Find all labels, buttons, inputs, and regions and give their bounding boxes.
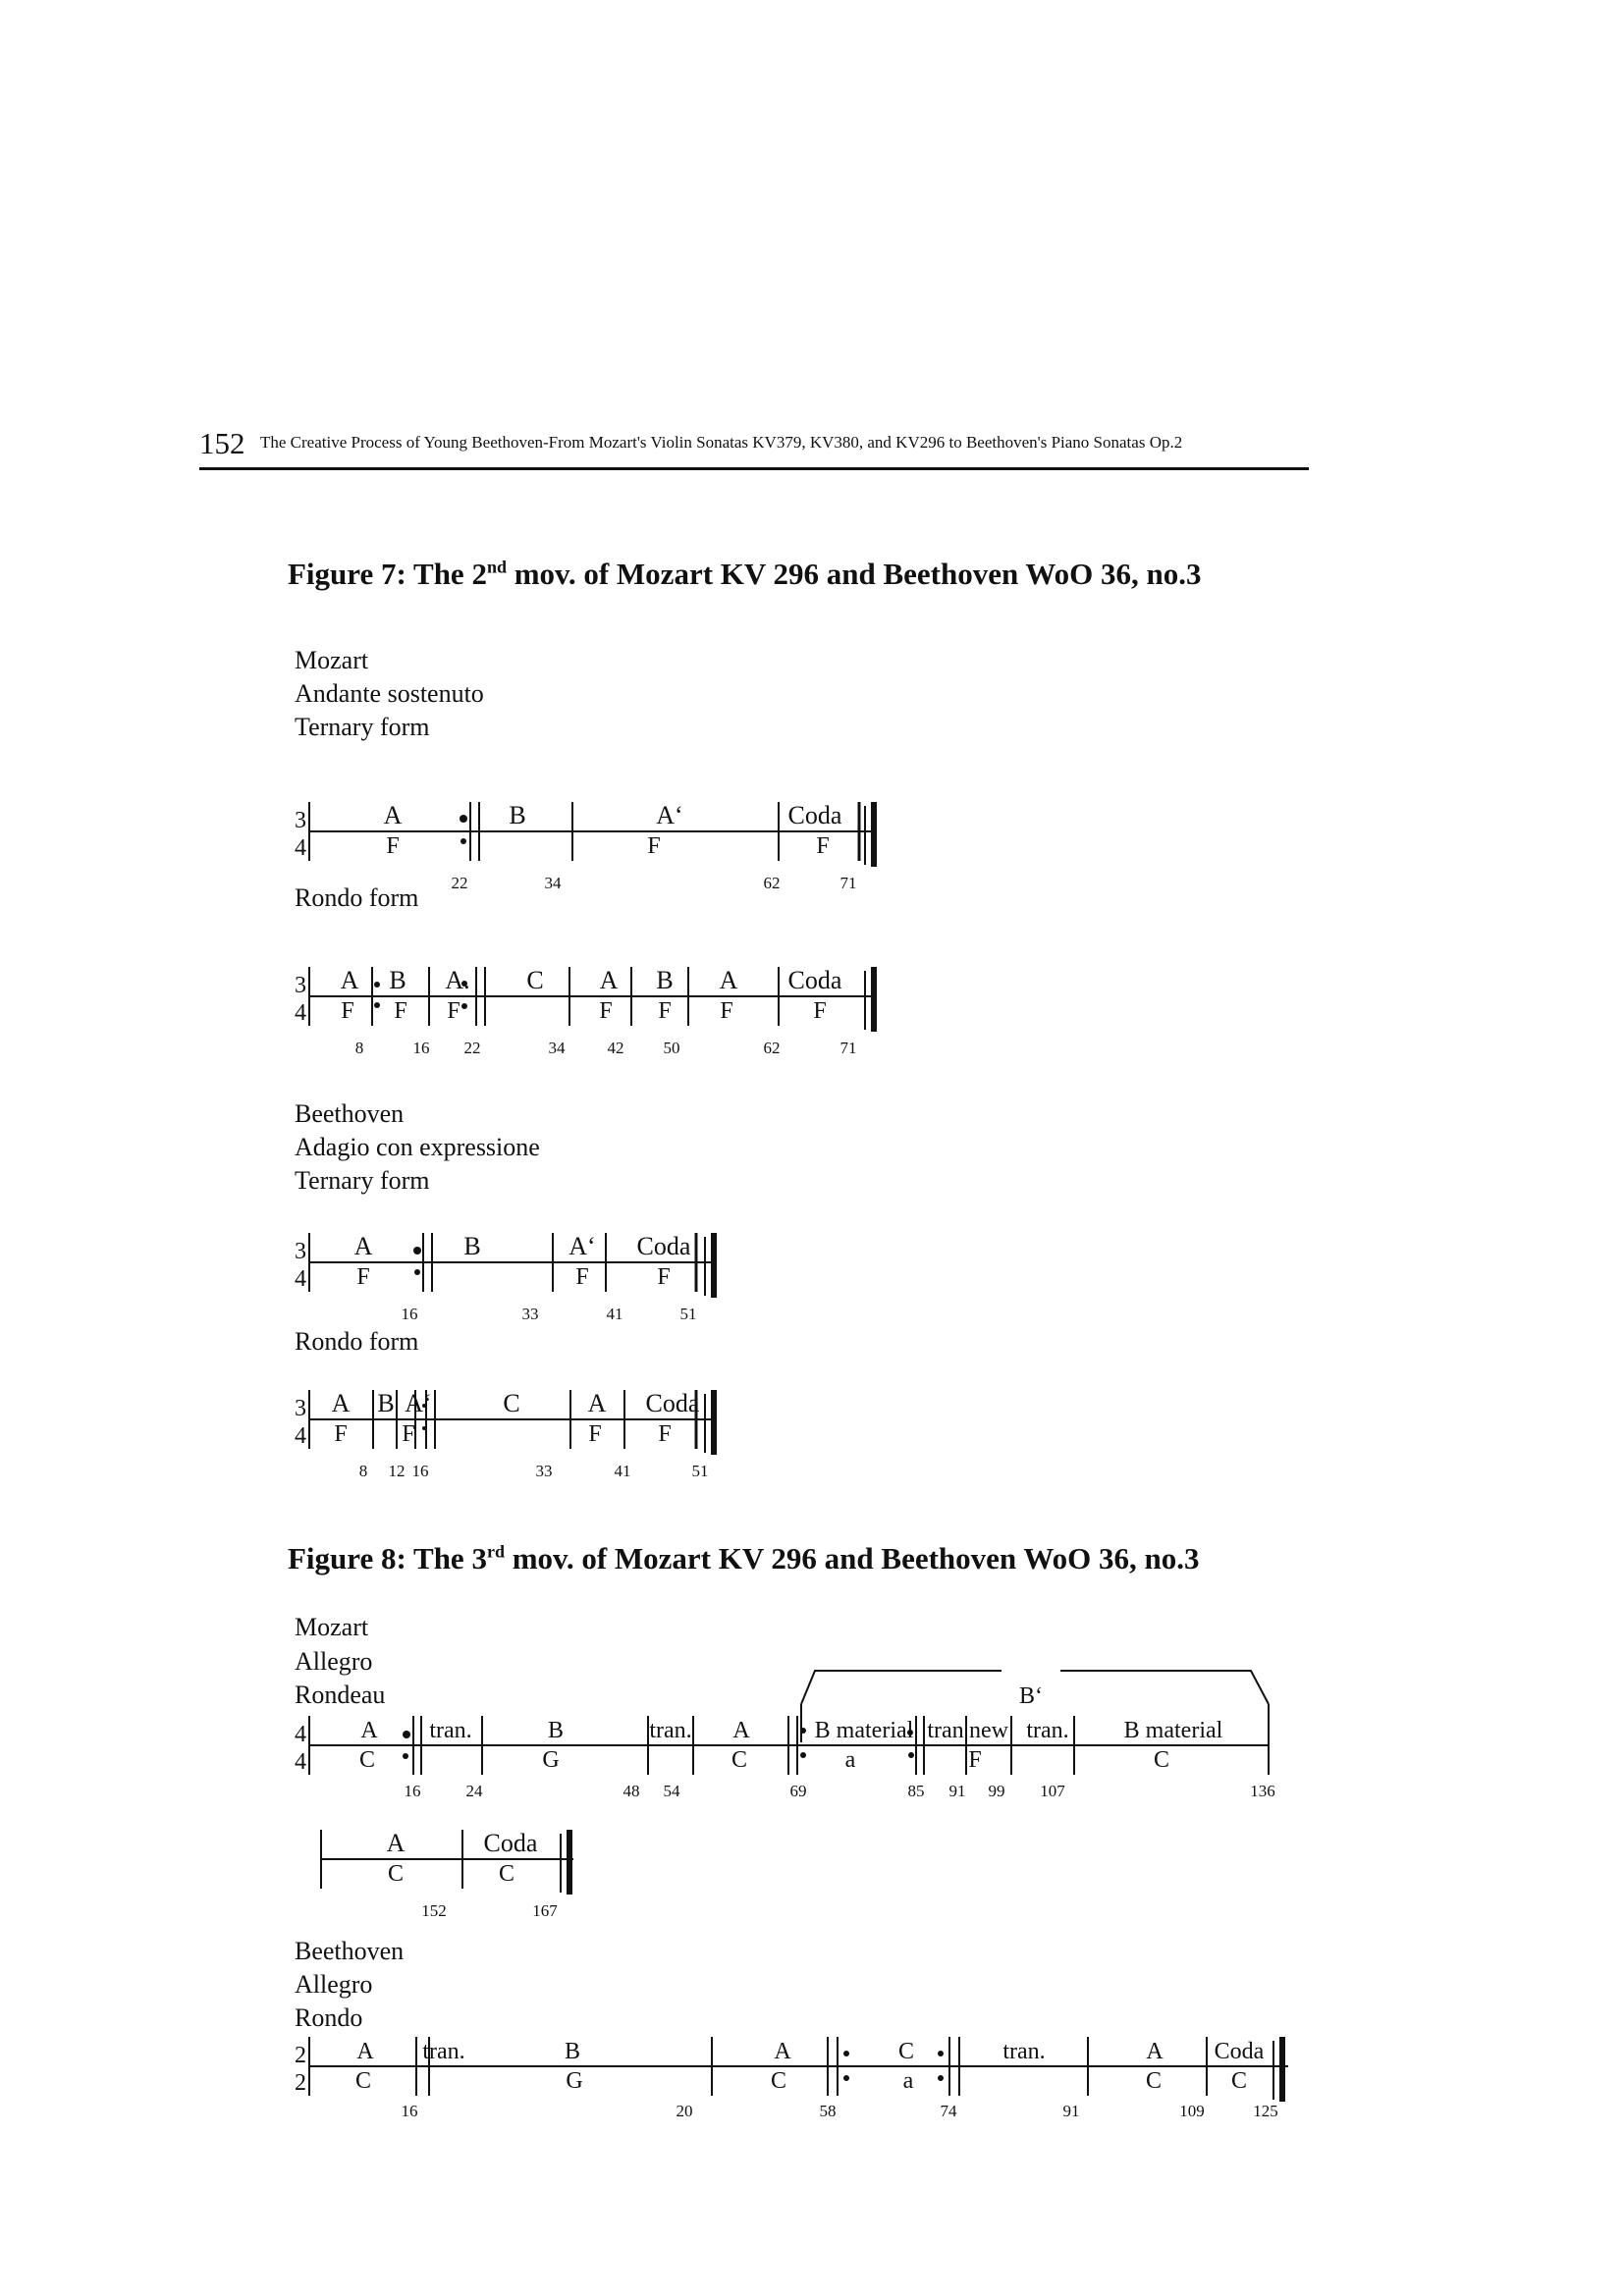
fig7-beethoven-composer: Beethoven: [295, 1099, 405, 1128]
repeat-dot: [460, 838, 466, 844]
measure-number: 58: [819, 2102, 837, 2120]
measure-number: 33: [521, 1305, 539, 1323]
meter-denominator: 4: [295, 1423, 306, 1449]
section-label: B: [656, 966, 674, 994]
section-label: A: [353, 1232, 373, 1260]
measure-number: 16: [411, 1462, 429, 1480]
section-label: Coda: [483, 1829, 538, 1857]
key-label: F: [657, 1264, 671, 1290]
measure-number: 54: [663, 1782, 680, 1800]
repeat-dot: [403, 1753, 408, 1759]
fig7-beethoven-form-ternary: Ternary form: [295, 1166, 430, 1195]
section-label: C: [897, 2039, 915, 2064]
meter-denominator: 2: [295, 2070, 306, 2096]
measure-number: 16: [412, 1039, 430, 1057]
measure-number: 99: [988, 1782, 1005, 1800]
bracket-left: [801, 1671, 1001, 1704]
section-label: C: [503, 1389, 520, 1417]
repeat-dot: [800, 1728, 806, 1734]
repeat-dot: [374, 982, 380, 988]
fig7-mozart-composer: Mozart: [295, 646, 369, 674]
measure-number: 42: [607, 1039, 624, 1057]
meter-denominator: 4: [295, 835, 306, 861]
section-label: A: [386, 1829, 406, 1857]
key-label: F: [341, 998, 354, 1024]
measure-number: 91: [1062, 2102, 1080, 2120]
fig7-mozart-form-rondo: Rondo form: [295, 883, 419, 912]
measure-number: 91: [948, 1782, 966, 1800]
figure-7-title: Figure 7: The 2nd mov. of Mozart KV 296 and Beethoven WoO 36, no.3: [288, 557, 1202, 591]
meter-numerator: 4: [295, 1722, 306, 1747]
key-label: F: [816, 833, 830, 859]
fig8-mozart-form: Rondeau: [295, 1681, 386, 1709]
section-label: B material: [814, 1718, 914, 1743]
repeat-dot: [800, 1752, 806, 1758]
measure-number: 16: [401, 2102, 418, 2120]
section-label: A‘: [568, 1232, 596, 1260]
measure-number: 16: [404, 1782, 421, 1800]
key-label: C: [354, 2068, 372, 2094]
measure-number: 109: [1179, 2102, 1205, 2120]
section-label: A: [356, 2039, 374, 2064]
measure-number: 16: [401, 1305, 418, 1323]
key-label: C: [1153, 1747, 1170, 1773]
fig8-beethoven-form: Rondo: [295, 2003, 363, 2032]
repeat-dot: [938, 2075, 944, 2081]
measure-number: 62: [763, 874, 781, 892]
section-label: A: [1146, 2039, 1164, 2064]
section-label: A: [383, 801, 403, 829]
key-label: a: [902, 2068, 914, 2094]
measure-number: 69: [789, 1782, 807, 1800]
key-label: C: [1230, 2068, 1248, 2094]
meter-denominator: 4: [295, 1749, 306, 1775]
section-label: A‘: [405, 1389, 432, 1417]
measure-number: 125: [1253, 2102, 1278, 2120]
fig8-mozart-composer: Mozart: [295, 1613, 369, 1641]
key-label: G: [566, 2068, 583, 2094]
meter-denominator: 4: [295, 1266, 306, 1292]
measure-number: 33: [535, 1462, 553, 1480]
figure-8-title: Figure 8: The 3rd mov. of Mozart KV 296 and Beethoven WoO 36, no.3: [288, 1541, 1200, 1575]
measure-number: 136: [1250, 1782, 1275, 1800]
section-label: tran: [927, 1718, 964, 1743]
measure-number: 20: [676, 2102, 693, 2120]
meter-numerator: 3: [295, 973, 306, 998]
key-label: F: [356, 1264, 370, 1290]
section-label: tran.: [422, 2039, 465, 2064]
repeat-dot: [374, 1002, 380, 1008]
fig8-beethoven-tempo: Allegro: [295, 1970, 373, 1999]
section-label: A: [732, 1718, 750, 1743]
measure-number: 62: [763, 1039, 781, 1057]
section-label: A.: [445, 966, 470, 994]
measure-number: 107: [1040, 1782, 1065, 1800]
key-label: F: [720, 998, 733, 1024]
measure-number: 50: [663, 1039, 680, 1057]
key-label: C: [770, 2068, 787, 2094]
section-label: B: [389, 966, 406, 994]
section-label: B: [377, 1389, 395, 1417]
section-label: C: [526, 966, 544, 994]
section-label: A: [587, 1389, 607, 1417]
measure-number: 48: [623, 1782, 640, 1800]
section-label: Coda: [636, 1232, 691, 1260]
key-label: F: [658, 1421, 672, 1447]
key-label: F: [599, 998, 613, 1024]
measure-number: 51: [679, 1305, 697, 1323]
repeat-dot: [843, 2075, 849, 2081]
key-label: F: [402, 1421, 415, 1447]
bracket-label: B‘: [1019, 1683, 1043, 1709]
fig7-beethoven-form-rondo: Rondo form: [295, 1327, 419, 1356]
key-label: F: [647, 833, 661, 859]
fig8-beethoven-composer: Beethoven: [295, 1937, 405, 1965]
section-label: A‘: [656, 801, 683, 829]
page-number: 152: [199, 426, 245, 460]
measure-number: 22: [451, 874, 468, 892]
section-label: tran.: [1002, 2039, 1046, 2064]
repeat-dot: [422, 1426, 426, 1430]
repeat-dot: [843, 2051, 849, 2056]
key-label: a: [844, 1747, 856, 1773]
key-label: C: [387, 1861, 405, 1887]
running-title: The Creative Process of Young Beethoven-From Mozart's Violin Sonatas KV379, KV380, and KV296 to Beethoven's Piano Sonatas Op.2: [260, 433, 1183, 452]
measure-number: 34: [548, 1039, 566, 1057]
section-label: Coda: [787, 801, 842, 829]
repeat-dot: [460, 815, 467, 823]
measure-number: 74: [940, 2102, 957, 2120]
measure-number: 34: [544, 874, 562, 892]
measure-number: 85: [907, 1782, 925, 1800]
repeat-dot: [403, 1731, 410, 1738]
section-label: A: [719, 966, 738, 994]
meter-denominator: 4: [295, 1000, 306, 1026]
key-label: F: [394, 998, 407, 1024]
key-label: F: [447, 998, 460, 1024]
section-label: tran.: [429, 1718, 472, 1743]
measure-number: 41: [614, 1462, 631, 1480]
section-label: Coda: [645, 1389, 700, 1417]
fig7-mozart-form-ternary: Ternary form: [295, 713, 430, 741]
key-label: C: [498, 1861, 515, 1887]
key-label: F: [658, 998, 672, 1024]
section-label: A: [360, 1718, 378, 1743]
measure-number: 41: [606, 1305, 623, 1323]
section-label: Coda: [787, 966, 842, 994]
bracket-right: [1060, 1671, 1269, 1704]
measure-number: 22: [463, 1039, 481, 1057]
repeat-dot: [414, 1269, 420, 1275]
section-label: new: [969, 1718, 1008, 1743]
key-label: C: [1145, 2068, 1163, 2094]
measure-number: 8: [354, 1039, 364, 1057]
section-label: tran.: [649, 1718, 692, 1743]
repeat-dot: [413, 1247, 421, 1255]
measure-number: 71: [839, 874, 857, 892]
key-label: F: [968, 1747, 982, 1773]
repeat-dot: [938, 2051, 944, 2056]
section-label: A: [774, 2039, 791, 2064]
key-label: G: [542, 1747, 560, 1773]
fig8-mozart-tempo: Allegro: [295, 1647, 373, 1676]
key-label: F: [588, 1421, 602, 1447]
measure-number: 8: [358, 1462, 368, 1480]
section-label: A: [340, 966, 359, 994]
key-label: C: [358, 1747, 376, 1773]
meter-numerator: 3: [295, 1239, 306, 1264]
fig7-mozart-tempo: Andante sostenuto: [295, 679, 484, 708]
section-label: B: [509, 801, 526, 829]
measure-number: 152: [421, 1901, 447, 1920]
key-label: C: [731, 1747, 748, 1773]
fig7-beethoven-tempo: Adagio con expressione: [295, 1133, 540, 1161]
repeat-dot: [461, 1003, 467, 1009]
meter-numerator: 3: [295, 808, 306, 833]
measure-number: 167: [532, 1901, 558, 1920]
measure-number: 24: [465, 1782, 483, 1800]
repeat-dot: [908, 1752, 914, 1758]
meter-numerator: 3: [295, 1396, 306, 1421]
section-label: A: [599, 966, 619, 994]
section-label: Coda: [1214, 2039, 1265, 2064]
section-label: B: [547, 1718, 565, 1743]
measure-number: 12: [388, 1462, 406, 1480]
key-label: F: [334, 1421, 348, 1447]
section-label: B: [564, 2039, 581, 2064]
section-label: B: [463, 1232, 481, 1260]
section-label: tran.: [1026, 1718, 1069, 1743]
measure-number: 51: [691, 1462, 709, 1480]
key-label: F: [575, 1264, 589, 1290]
section-label: A: [331, 1389, 351, 1417]
meter-numerator: 2: [295, 2043, 306, 2068]
key-label: F: [813, 998, 827, 1024]
measure-number: 71: [839, 1039, 857, 1057]
section-label: B material: [1123, 1718, 1223, 1743]
key-label: F: [386, 833, 400, 859]
